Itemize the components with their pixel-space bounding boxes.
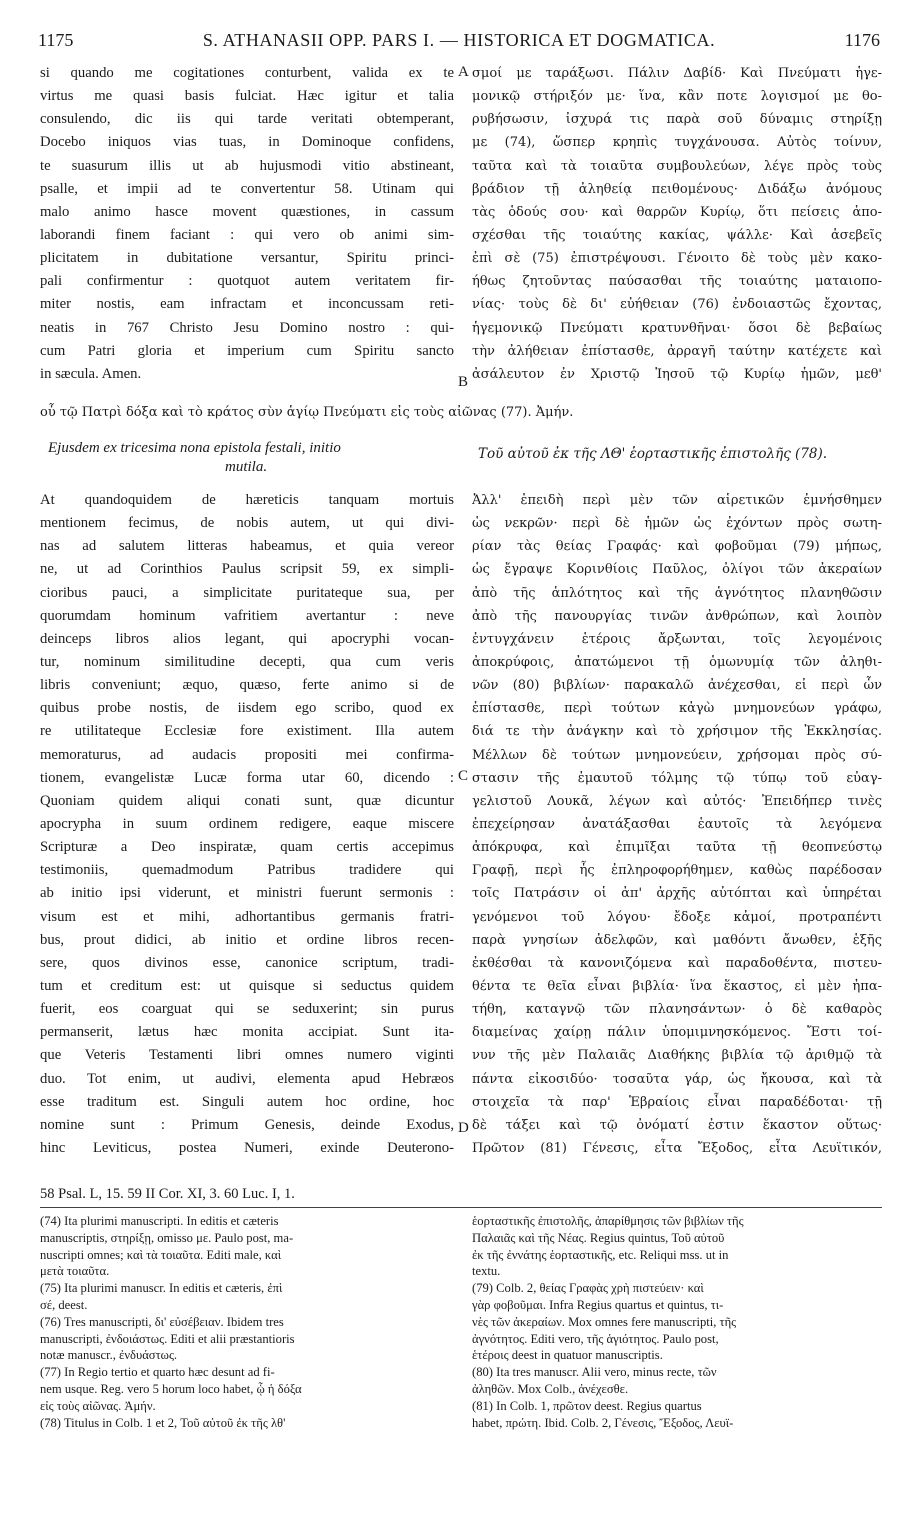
text-line: τοῖς Πατράσιν οἱ ἀπ' ἀρχῆς αὐτόπται καὶ ὑπηρέται xyxy=(472,886,882,902)
text-line: nomine sunt : Primum Genesis, deinde Exodus, xyxy=(40,1116,454,1133)
text-line: cum Patri gloria et imperium cum Spiritu sancto xyxy=(40,342,454,359)
note-line: νὲς τῶν ἀκεραίων. Mox omnes fere manuscripti, τῆς xyxy=(472,1314,737,1329)
latin-section-heading-1: Ejusdem ex tricesima nona epistola festali, initio xyxy=(48,440,341,456)
note-line: (76) Tres manuscripti, δι' εὐσέβειαν. Ibidem tres xyxy=(40,1314,284,1329)
note-line: manuscripti, ἐνδοιάστως. Editi et alii præstantioris xyxy=(40,1331,295,1346)
text-line: Scripturæ a Deo inspiratæ, quam certis accepimus xyxy=(40,839,454,856)
text-line: βράδιον τῇ ἀληθείᾳ πειθομένους· Διδάξω ἀνόμους xyxy=(472,181,882,197)
text-line: ἐκθέσθαι τὰ κανονιζόμενα καὶ παραδοθέντα, πιστευ- xyxy=(472,955,882,971)
text-line: δὲ τάξει καὶ τῷ ὀνόματί ἐστιν ἕκαστον οὕτως· xyxy=(472,1117,882,1133)
note-line: nem usque. Reg. vero 5 horum loco habet, ᾧ ἡ δόξα xyxy=(40,1381,302,1396)
text-line: ἀσάλευτον ἐν Χριστῷ Ἰησοῦ τῷ Κυρίῳ ἡμῶν, μεθ' xyxy=(472,366,882,382)
text-line: νίας· τοὺς δὲ δι' εὐήθειαν (76) ἐνδοιαστῶς ἔχοντας, xyxy=(472,297,882,313)
text-line: consulendo, dic iis qui tarde veritati obtemperant, xyxy=(40,111,454,128)
text-line: με (74), ὥσπερ κρηπὶς τυγχάνουσα. Αὐτὸς τοίνυν, xyxy=(472,135,882,151)
text-line: ἀπὸ τῆς ἁπλότητος καὶ τῆς ἁγνότητος πλανηθῶσιν xyxy=(472,585,882,601)
text-line: ὡς νεκρῶν· περὶ δὲ ἡμῶν ὡς ἐχόντων πρὸς σωτη- xyxy=(472,516,882,532)
greek-column-main xyxy=(472,489,882,1160)
text-line: πάντα εἰκοσιδύο· τοσαῦτα γάρ, ὡς ἤκουσα, καὶ τὰ xyxy=(472,1071,882,1087)
note-line: notæ manuscr., ἐνδυάστως. xyxy=(40,1348,178,1363)
text-line: σμοί με ταράξωσι. Πάλιν Δαβίδ· Καὶ Πνεύματι ἡγε- xyxy=(472,66,882,81)
note-line: (75) Ita plurimi manuscr. In editis et cæteris, ἐπὶ xyxy=(40,1281,283,1296)
text-line: ήθως ζητοῦντας παύσασθαι τῆς τοιαύτης ματαιοπο- xyxy=(472,274,882,290)
text-line: pali confirmentur : quotquot autem veritatem fir- xyxy=(40,273,454,290)
text-line: tur, nominum similitudine decepti, qua cum veris xyxy=(40,653,454,670)
text-line: te suasurum illis ut ab hujusmodi vitio abstineant, xyxy=(40,157,454,174)
margin-marker-d: D xyxy=(458,1120,469,1136)
text-line: bus, prout didici, ab initio et ordine libros recen- xyxy=(40,931,454,948)
note-line: μετὰ τοιαῦτα. xyxy=(40,1264,110,1279)
text-line: ἡγεμονικῷ Πνεύματι κρατυνθῆναι· ὅσοι δὲ βεβαίως xyxy=(472,320,882,336)
text-line: apocrypha in suum ordinem redigere, eaque miscere xyxy=(40,815,454,832)
text-line: ρυβήσωσιν, ἰσχυρά τις παρὰ σοῦ δύναμις στηρίξῃ xyxy=(472,112,882,128)
text-line: quibus probe nostis, de iisdem ego scribo, quod ex xyxy=(40,700,454,717)
notes-right xyxy=(472,1213,882,1431)
note-line: nuscripti omnes; καὶ τὰ τοιαῦτα. Editi male, καὶ xyxy=(40,1247,282,1262)
running-header xyxy=(38,30,880,56)
text-line: malo animo hasce movent quæstiones, in cassum xyxy=(40,203,454,220)
text-line: miter nostis, eam infractam et inconcussam reti- xyxy=(40,296,454,313)
note-line: ἐκ τῆς ἐννάτης ἑορταστικῆς, etc. Reliqui mss. ut in xyxy=(472,1247,729,1262)
text-line: ἐπεχείρησαν ἀνατάξασθαι ἑαυτοῖς τὰ λεγόμενα xyxy=(472,816,882,832)
text-line: in sæcula. Amen. xyxy=(40,365,142,382)
text-line: fuerit, eos coarguat qui se seduxerint; sin purus xyxy=(40,1001,454,1018)
text-line: cioribus pauci, a simplicitate puritateque sua, per xyxy=(40,584,454,601)
text-line: ἀποκρύφοις, ἀπατώμενοι τῇ ὁμωνυμίᾳ τῶν ἀληθι- xyxy=(472,654,882,670)
text-line: sere, quos divinos esse, canonice scriptum, tradi- xyxy=(40,954,454,971)
text-line: ταῦτα καὶ τὰ τοιαῦτα συμβουλεύων, λέγε πρὸς τοὺς xyxy=(472,158,882,174)
text-line: παρὰ γνησίων ἀδελφῶν, καὶ μαθόντι ἄνωθεν, ἑξῆς xyxy=(472,932,882,948)
note-line: ἑορταστικῆς ἐπιστολῆς, ἀπαρίθμησις τῶν βιβλίων τῆς xyxy=(472,1214,744,1228)
text-line: laborandi finem faciant : qui vero ob animi sim- xyxy=(40,226,454,243)
text-line: tionem, evangelistæ Lucæ forma utar 60, dicendo : xyxy=(40,769,454,786)
doxology-line: οὗ τῷ Πατρὶ δόξα καὶ τὸ κράτος σὺν ἁγίῳ Πνεύματι εἰς τοὺς αἰῶνας (77). Ἀμήν. xyxy=(40,405,574,420)
text-line: virtus me quasi basis fulciat. Hæc igitur et talia xyxy=(40,88,454,105)
notes-left xyxy=(40,1213,454,1431)
scripture-references: 58 Psal. L, 15. 59 II Cor. XI, 3. 60 Luc. I, 1. xyxy=(40,1186,295,1202)
greek-column-top xyxy=(472,62,882,386)
text-line: τὰς ὁδούς σου· καὶ θαρρῶν Κυρίῳ, ὅτι πείσεις ἀπο- xyxy=(472,204,882,220)
text-line: διά τε τὴν ἀνάγκην καὶ τὸ χρήσιμον τῆς Ἐκκλησίας. xyxy=(472,724,882,740)
text-line: γελιστοῦ Λουκᾶ, λέγων καὶ αὐτός· Ἐπειδήπερ τινὲς xyxy=(472,793,882,809)
text-line: στοιχεῖα τὰ παρ' Ἑβραίοις εἶναι παραδέδοται· τῇ xyxy=(472,1094,882,1110)
note-line: manuscriptis, στηρίξῃ, omisso με. Paulo post, ma- xyxy=(40,1230,294,1245)
text-line: At quandoquidem de hæreticis tanquam mortuis xyxy=(40,492,454,508)
text-line: ἐπίστασθε, περὶ τούτων κἀγὼ μνημονεύων γράφω, xyxy=(472,701,882,717)
text-line: Ἀλλ' ἐπειδὴ περὶ μὲν τῶν αἱρετικῶν ἐμνήσθημεν xyxy=(472,493,882,508)
page-number-left: 1175 xyxy=(38,30,74,50)
note-line: εἰς τοὺς αἰῶνας. Ἀμήν. xyxy=(40,1398,156,1413)
text-line: Docebo iniquos vias tuas, in Dominoque confidens, xyxy=(40,134,454,151)
text-line: ἐντυγχάνειν ἑτέροις ἄρξωνται, τοῖς λεγομένοις xyxy=(472,631,882,647)
text-line: ne, ut ad Corinthios Paulus scripsit 59, ex simpli- xyxy=(40,561,454,578)
text-line: duo. Tot enim, ut audivi, elementa apud Hebræos xyxy=(40,1070,454,1087)
running-title: S. ATHANASII OPP. PARS I. — HISTORICA ET DOGMATICA. xyxy=(202,30,716,50)
text-line: ρίαν τὰς θείας Γραφάς· καὶ φοβοῦμαι (79) μήπως, xyxy=(472,539,882,555)
text-line: libris conveniunt; æquo, quæso, ferte animo si de xyxy=(40,677,454,694)
text-line: στασιν τῆς ἐμαυτοῦ τόλμης τῷ τύπῳ τοῦ εὐαγ- xyxy=(472,770,882,786)
text-line: ἀπὸ τῆς πανουργίας τινῶν ἀνθρώπων, καὶ λοιπὸν xyxy=(472,608,882,624)
notes-rule xyxy=(40,1207,882,1208)
latin-column-top xyxy=(40,62,454,386)
note-line: textu. xyxy=(472,1264,501,1279)
text-line: deinceps libros alios legant, qui apocryphi vocan- xyxy=(40,630,454,647)
margin-marker-b: B xyxy=(458,374,469,390)
text-line: διαμείνας χαίρῃ πάλιν ὑπομιμνησκόμενος. Ἔστι τοί- xyxy=(472,1025,882,1041)
page-number-right: 1176 xyxy=(844,30,880,50)
text-line: ὡς ἔγραψε Κορινθίοις Παῦλος, ὀλίγοι τῶν ἀκεραίων xyxy=(472,562,882,578)
text-line: τήθη, καταγνῷ τῶν πλανησάντων· ὁ δὲ καθαρὸς xyxy=(472,1002,882,1018)
note-line: γὰρ φοβοῦμαι. Infra Regius quartus et quintus, τι- xyxy=(472,1297,724,1312)
latin-column-main xyxy=(40,489,454,1160)
text-line: esse traditum est. Singuli autem hoc ordine, hoc xyxy=(40,1093,454,1110)
greek-section-heading: Τοῦ αὐτοῦ ἐκ τῆς ΛΘ' ἑορταστικῆς ἐπιστολῆς (78). xyxy=(478,446,828,462)
text-line: ἐπὶ σὲ (75) ἐπιστρέψουσι. Γένοιτο δὲ τοὺς μὲν κακο- xyxy=(472,251,882,267)
note-line: habet, πρώτη. Ibid. Colb. 2, Γένεσις, Ἔξοδος, Λευϊ- xyxy=(472,1415,734,1430)
note-line: (77) In Regio tertio et quarto hæc desunt ad fi- xyxy=(40,1365,275,1380)
text-line: νυν τῆς μὲν Παλαιᾶς Διαθήκης βιβλία τῷ ἀριθμῷ τὰ xyxy=(472,1048,882,1064)
text-line: permanserit, lætus hæc monita accipiat. Sunt ita- xyxy=(40,1024,454,1041)
text-line: nas ad salutem litteras habeamus, et quia vereor xyxy=(40,538,454,555)
latin-section-heading-2: mutila. xyxy=(225,459,268,475)
text-line: τὴν ἀλήθειαν ἐπίστασθε, ἀρραγῆ ταύτην κατέχετε καὶ xyxy=(472,343,882,359)
text-line: μονικῷ στήριξόν με· ἵνα, κἂν ποτε λογισμοί με θο- xyxy=(472,89,882,105)
text-line: Quoniam quidem aliqui conati sunt, quæ dicuntur xyxy=(40,792,454,809)
text-line: Πρῶτον (81) Γένεσις, εἶτα Ἔξοδος, εἶτα Λευϊτικόν, xyxy=(472,1140,882,1156)
note-line: ἀληθῶν. Mox Colb., ἀνέχεσθε. xyxy=(472,1381,629,1396)
text-line: σχέσθαι τῆς τοιαύτης κακίας, ψάλλε· Καὶ ἀσεβεῖς xyxy=(472,227,882,243)
note-line: (81) In Colb. 1, πρῶτον deest. Regius quartus xyxy=(472,1398,702,1413)
note-line: ἑτέροις deest in quatuor manuscriptis. xyxy=(472,1348,663,1363)
text-line: visum est et mihi, adhortantibus germanis fratri- xyxy=(40,908,454,925)
note-line: (74) Ita plurimi manuscripti. In editis et cæteris xyxy=(40,1214,279,1228)
text-line: ἀπόκρυφα, καὶ ἐπιμῖξαι ταῦτα τῇ θεοπνεύστῳ xyxy=(472,840,882,856)
note-line: (79) Colb. 2, θείας Γραφὰς χρὴ πιστεύειν· καὶ xyxy=(472,1281,704,1296)
text-line: neatis in 767 Christo Jesu Domino nostro : qui- xyxy=(40,319,454,336)
text-line: νῶν (80) βιβλίων· παρακαλῶ ἀνέχεσθαι, εἰ περὶ ὧν xyxy=(472,678,882,694)
text-line: que Veteris Testamenti libri omnes numero viginti xyxy=(40,1047,454,1064)
text-line: ab initio ipsi viderunt, et ministri fuerunt sermonis : xyxy=(40,885,454,902)
margin-marker-a: A xyxy=(458,64,469,80)
note-line: (78) Titulus in Colb. 1 et 2, Τοῦ αὐτοῦ ἐκ τῆς λθ' xyxy=(40,1415,286,1430)
note-line: ἀγνότητος. Editi vero, τῆς ἁγιότητος. Paulo post, xyxy=(472,1331,719,1346)
text-line: θέντα τε θεῖα εἶναι βιβλία· ἵνα ἕκαστος, εἰ μὲν ἠπα- xyxy=(472,978,882,994)
text-line: testimoniis, quemadmodum Patribus tradidere qui xyxy=(40,862,454,879)
text-line: psalle, et impii ad te convertentur 58. Utinam qui xyxy=(40,180,454,197)
text-line: Μέλλων δὲ τούτων μνημονεύειν, χρήσομαι πρὸς σύ- xyxy=(472,747,882,763)
note-line: σέ, deest. xyxy=(40,1297,88,1312)
text-line: memoraturus, ad audacis propositi mei confirma- xyxy=(40,746,454,763)
margin-marker-c: C xyxy=(458,768,469,784)
text-line: Γραφῇ, περὶ ἧς ἐπληροφορήθημεν, καθὼς παρέδοσαν xyxy=(472,863,882,879)
text-line: tum et creditum est: ut quisque si seductus quidem xyxy=(40,977,454,994)
text-line: quorumdam hominum vafritiem avertantur : neve xyxy=(40,607,454,624)
text-line: hinc Leviticus, postea Numeri, exinde Deuterono- xyxy=(40,1139,454,1156)
text-line: re utilitateque Ecclesiæ fore existiment. Illa autem xyxy=(40,723,454,740)
text-line: mentionem fecimus, de nobis autem, ut qui divi- xyxy=(40,515,454,532)
note-line: Παλαιᾶς καὶ τῆς Νέας. Regius quintus, Τοῦ αὐτοῦ xyxy=(472,1230,725,1245)
text-line: si quando me cogitationes conturbent, valida ex te xyxy=(40,65,454,81)
note-line: (80) Ita tres manuscr. Alii vero, minus recte, τῶν xyxy=(472,1365,717,1380)
text-line: plicitatem in dubitatione versantur, Spiritu princi- xyxy=(40,250,454,267)
text-line: γενόμενοι τοῦ λόγου· ἔδοξε κἀμοί, προτραπέντι xyxy=(472,909,882,925)
